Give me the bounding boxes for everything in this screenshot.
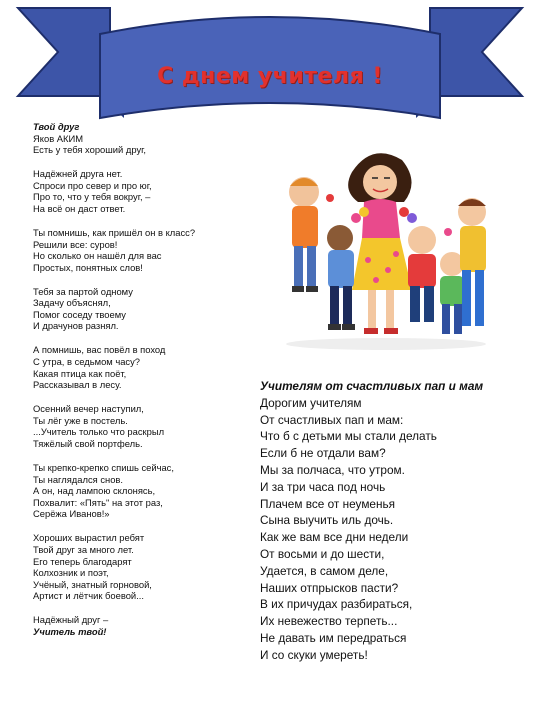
- poem-line: Мы за полчаса, что утром.: [260, 462, 405, 477]
- child-figure-5: [458, 198, 486, 326]
- poem-line: Спроси про север и про юг,: [33, 179, 152, 191]
- poem-line: ...Учитель только что раскрыл: [33, 426, 165, 438]
- poem-line: Про то, что у тебя вокруг, –: [33, 191, 151, 203]
- poem-stanza: [33, 227, 263, 273]
- right-poem-title: Учителям от счастливых пап и мам: [260, 379, 484, 393]
- poem-stanza: [33, 532, 263, 602]
- poem-line: Тебя за партой одному: [33, 285, 133, 297]
- poem-line: И за три часа под ночь: [260, 479, 386, 494]
- poem-line: Наших отпрысков пасти?: [260, 580, 399, 595]
- poem-line: И драчунов разнял.: [33, 320, 119, 332]
- poem-stanza: [33, 462, 263, 520]
- poem-line: Плачем все от неуменья: [260, 496, 396, 511]
- poem-line: Ты наглядался снов.: [33, 473, 123, 485]
- poem-line: От восьми и до шести,: [260, 546, 385, 561]
- poem-line: Какая птица как поёт,: [33, 367, 127, 379]
- poem-ending: Учитель твой!: [33, 625, 107, 637]
- poem-author: Яков АКИМ: [33, 132, 84, 144]
- poem-line: Ты крепко-крепко спишь сейчас,: [33, 462, 174, 473]
- poem-line: Не давать им передраться: [260, 630, 407, 645]
- child-figure-3: [408, 226, 436, 322]
- poem-line: С утра, в седьмом часу?: [33, 356, 141, 368]
- poem-line: Осенний вечер наступил,: [33, 403, 144, 415]
- poem-title: Твой друг: [33, 121, 80, 132]
- teacher-children-illustration: [272, 142, 500, 352]
- child-figure-2: [327, 225, 355, 330]
- poem-line: Артист и лётчик боевой...: [33, 590, 144, 602]
- poem-line: Дорогим учителям: [260, 395, 362, 410]
- poem-line: Есть у тебя хороший друг,: [33, 144, 147, 156]
- poem-stanza: [33, 403, 263, 449]
- poem-line: Похвалит: «Пять" на этот раз,: [33, 496, 163, 508]
- poem-line: Если б не отдали вам?: [260, 446, 386, 461]
- poem-line: А он, над лампою склонясь,: [33, 485, 156, 497]
- poem-line: Его теперь благодарят: [33, 555, 132, 567]
- poem-line: И со скуки умереть!: [260, 647, 368, 662]
- poem-line: Что б с детьми мы стали делать: [260, 429, 437, 444]
- poem-stanzas: [33, 144, 263, 626]
- poem-stanza: [33, 344, 263, 390]
- child-figure-1: [289, 177, 319, 292]
- poem-line: Учёный, знатный горновой,: [33, 578, 152, 590]
- right-poem-lines: [260, 395, 530, 664]
- poem-line: Задачу объяснял,: [33, 297, 111, 309]
- poem-line: Ты помнишь, как пришёл он в класс?: [33, 226, 196, 238]
- poem-line: Твой друг за много лет.: [33, 543, 134, 555]
- left-poem: [33, 121, 263, 638]
- poem-stanza: [33, 614, 263, 626]
- poem-line: Ты лёг уже в постель.: [33, 414, 128, 426]
- poem-stanza: [33, 168, 263, 214]
- poem-line: Серёжа Иванов!»: [33, 508, 110, 520]
- poem-line: В их причудах разбираться,: [260, 597, 413, 612]
- poem-line: А помнишь, вас повёл в поход: [33, 344, 166, 356]
- right-poem: [260, 378, 530, 664]
- poem-line: Их невежество терпеть...: [260, 614, 398, 629]
- poem-line: Но сколько он нашёл для вас: [33, 250, 162, 262]
- poem-line: На всё он даст ответ.: [33, 202, 126, 214]
- poem-line: От счастливых пап и мам:: [260, 412, 404, 427]
- poem-line: Тяжёлый свой портфель.: [33, 438, 143, 450]
- poem-line: Сына выучить иль дочь.: [260, 513, 394, 528]
- poem-line: Надёжней друга нет.: [33, 168, 123, 180]
- poem-line: Помог соседу твоему: [33, 308, 126, 320]
- poem-stanza: [33, 144, 263, 156]
- poem-stanza: [33, 286, 263, 332]
- ribbon-shape: [0, 0, 540, 125]
- poem-line: Решили все: суров!: [33, 238, 118, 250]
- poem-line: Как же вам все дни недели: [260, 530, 409, 545]
- poem-line: Хороших вырастил ребят: [33, 532, 145, 544]
- poem-line: Удается, в самом деле,: [260, 563, 389, 578]
- poem-line: Рассказывал в лесу.: [33, 379, 122, 391]
- poem-line: Надёжный друг –: [33, 614, 109, 626]
- teacher-figure: [348, 153, 412, 334]
- header-banner: [0, 0, 540, 125]
- poem-line: Простых, понятных слов!: [33, 261, 143, 273]
- poem-line: Колхозник и поэт,: [33, 567, 109, 579]
- banner-title: С днем учителя !: [157, 64, 383, 89]
